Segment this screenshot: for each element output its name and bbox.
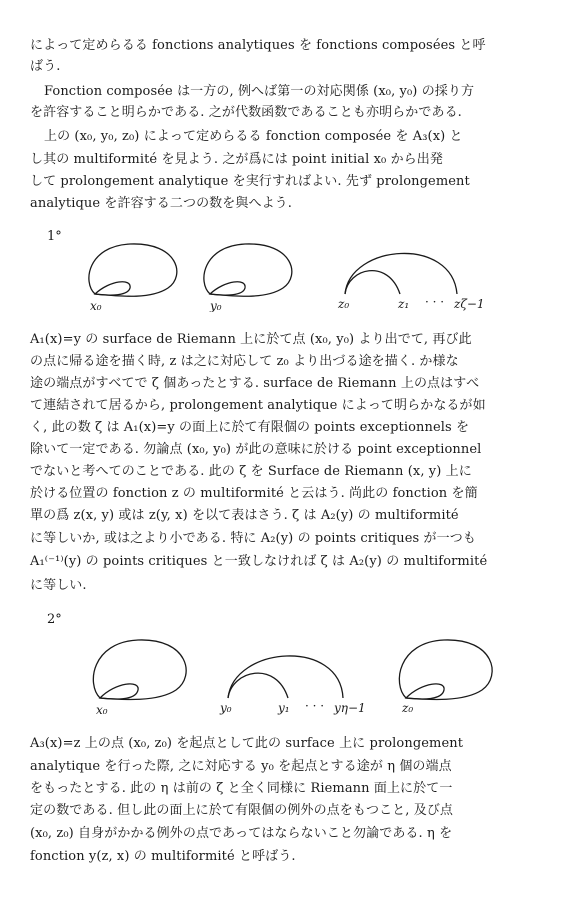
text-line: A₃(x)=z 上の点 (x₀, z₀) を起点として此の surface 上に prolongement	[30, 736, 464, 751]
figure-2-label: · · ·	[305, 699, 325, 713]
text-line: によって定めらるる fonctions analytiques を fonctions composées と呼	[30, 38, 486, 53]
loop-inner-y0	[210, 282, 245, 295]
figure-1-label: zζ−1	[454, 297, 485, 311]
loop-inner-x0	[100, 684, 138, 699]
text-line: 途の端点がすべてで ζ 個あったとする. surface de Riemann 上の点はすべ	[30, 376, 480, 391]
figure-2-label: y₀	[220, 701, 232, 715]
figure-1-label: z₁	[398, 297, 410, 311]
text-line: く, 此の数 ζ は A₁(x)=y の面上に於て有限個の points exceptionnels を	[30, 420, 470, 435]
figure-1	[0, 238, 564, 312]
text-line: Fonction composée は一方の, 例へば第一の対応関係 (x₀, y₀) の採り方	[44, 84, 475, 99]
loop-inner-x0	[95, 282, 130, 295]
text-line: て連結されて居るから, prolongement analytique によって明らかなるが如	[30, 398, 486, 413]
text-line: して prolongement analytique を実行すればよい. 先ず prolongement	[30, 174, 470, 189]
figure-2	[0, 632, 564, 718]
text-line: に等しい.	[30, 578, 87, 593]
figure-1-label: · · ·	[425, 295, 445, 309]
figure-2-label: y₁	[278, 701, 290, 715]
section-label-2: 2°	[47, 612, 62, 627]
loop-inner-z0	[406, 684, 444, 699]
text-line: fonction y(z, x) の multiformité と呼ばう.	[30, 849, 296, 864]
figure-1-label: y₀	[210, 299, 222, 312]
text-line: 於ける位置の fonction z の multiformité と云はう. 尚此の fonction を簡	[30, 486, 478, 501]
section-label-1: 1°	[47, 229, 62, 244]
figure-2-label: x₀	[96, 703, 108, 717]
text-line: をもったとする. 此の η は前の ζ と全く同様に Riemann 面上に於て一	[30, 781, 453, 796]
loop-outer-x0	[93, 640, 186, 700]
text-line: A₁(x)=y の surface de Riemann 上に於て点 (x₀, y₀) より出でて, 再び此	[30, 332, 472, 347]
figure-1-label: x₀	[90, 299, 102, 312]
text-line: に等しいか, 或は之より小である. 特に A₂(y) の points critiques が一つも	[30, 531, 476, 546]
arc-z0-zend	[345, 253, 457, 294]
text-line: 除いて一定である. 勿論点 (x₀, y₀) が此の意味に於ける point exceptionnel	[30, 442, 482, 457]
text-line: 上の (x₀, y₀, z₀) によって定めらるる fonction composée を A₃(x) と	[44, 129, 463, 144]
text-line: A₁⁽⁻¹⁾(y) の points critiques と一致しなければ ζ は A₂(y) の multiformité	[30, 554, 488, 569]
loop-outer-z0	[399, 640, 492, 700]
text-line: を許容すること明らかである. 之が代数函数であることも亦明らかである.	[30, 105, 462, 120]
figure-1-label: z₀	[338, 297, 350, 311]
text-line: の点に帰る途を描く時, z は之に対応して z₀ より出づる途を描く. か様な	[30, 354, 459, 369]
figure-2-label: yη−1	[334, 701, 366, 715]
figure-2-label: z₀	[402, 701, 414, 715]
text-line: 定の数である. 但し此の面上に於て有限個の例外の点をもつこと, 及び点	[30, 803, 454, 818]
text-line: 單の爲 z(x, y) 或は z(y, x) を以て表はさう. ζ は A₂(y) の multiformité	[30, 508, 459, 523]
text-line: ばう.	[30, 59, 61, 74]
text-line: し其の multiformité を見よう. 之が爲には point initial x₀ から出発	[30, 152, 443, 167]
text-line: でないと考へてのことである. 此の ζ を Surface de Riemann (x, y) 上に	[30, 464, 472, 479]
text-line: analytique を許容する二つの数を與へよう.	[30, 196, 293, 211]
text-line: analytique を行った際, 之に対応する y₀ を起点とする途が η 個の端点	[30, 759, 452, 774]
text-line: (x₀, z₀) 自身がかかる例外の点であってはならないこと勿論である. η を	[30, 826, 453, 841]
